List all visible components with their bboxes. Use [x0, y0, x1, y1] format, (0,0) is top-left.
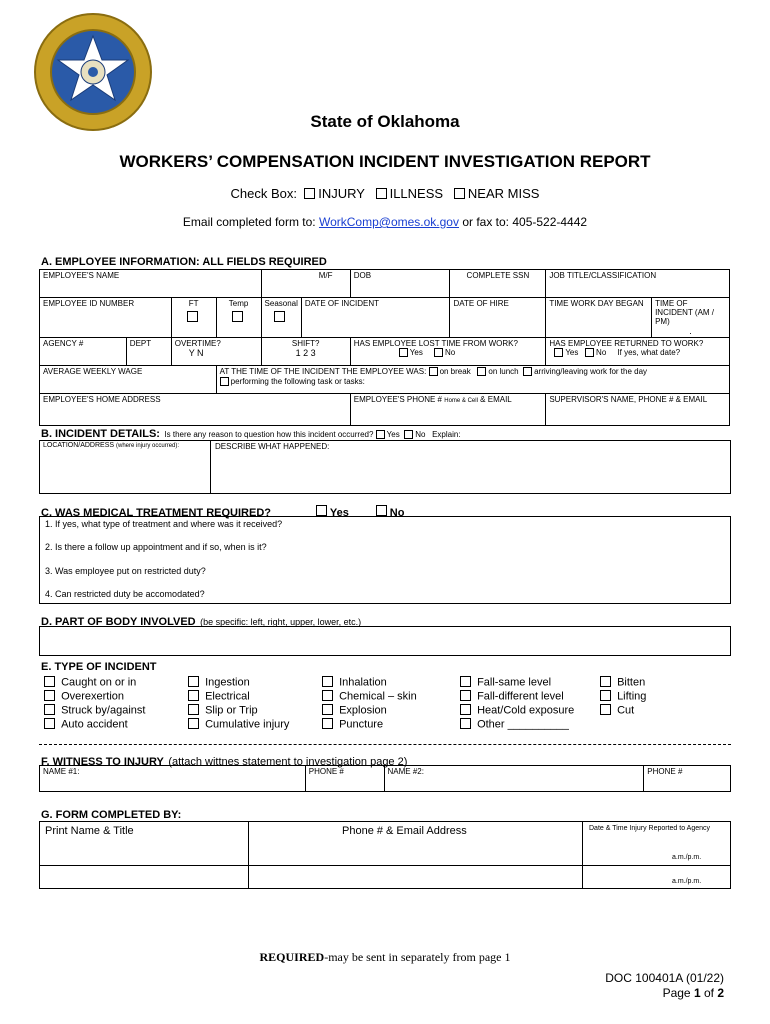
- lost-time-no-checkbox[interactable]: [434, 348, 443, 357]
- employee-name-field[interactable]: EMPLOYEE'S NAME: [40, 270, 262, 298]
- injury-checkbox[interactable]: [304, 188, 315, 199]
- explosion-checkbox[interactable]: [322, 704, 333, 715]
- agency-field[interactable]: AGENCY #: [40, 338, 127, 366]
- section-c-header: C. WAS MEDICAL TREATMENT REQUIRED? Yes No: [41, 507, 405, 519]
- overtime-field[interactable]: OVERTIME? Y N: [171, 338, 261, 366]
- phone-email-label[interactable]: Phone # & Email Address: [342, 825, 467, 837]
- on-lunch-checkbox[interactable]: [477, 367, 486, 376]
- supervisor-field[interactable]: SUPERVISOR'S NAME, PHONE # & EMAIL: [546, 394, 730, 426]
- arriving-leaving-checkbox[interactable]: [523, 367, 532, 376]
- medical-questions-box: [39, 516, 731, 604]
- section-f-header: F. WITNESS TO INJURY (attach wittnes statement to investigation page 2): [41, 756, 408, 768]
- medical-no-checkbox[interactable]: [376, 505, 387, 516]
- question-2[interactable]: 2. Is there a follow up appointment and if so, when is it?: [45, 542, 267, 552]
- other-checkbox[interactable]: [460, 718, 471, 729]
- bitten-checkbox[interactable]: [600, 676, 611, 687]
- temp-checkbox[interactable]: [232, 311, 243, 322]
- describe-what-happened-field[interactable]: DESCRIBE WHAT HAPPENED:: [210, 440, 731, 494]
- witness-phone-2-field[interactable]: PHONE #: [644, 766, 731, 792]
- ingestion-checkbox[interactable]: [188, 676, 199, 687]
- electrical-checkbox[interactable]: [188, 690, 199, 701]
- section-c-title: C. WAS MEDICAL TREATMENT REQUIRED?: [41, 507, 271, 519]
- mf-field[interactable]: M/F: [261, 270, 350, 298]
- page-number: Page 1 of 2: [662, 986, 724, 1000]
- location-address-field[interactable]: LOCATION/ADDRESS (where injury occurred):: [39, 440, 211, 494]
- employee-info-table: [39, 269, 730, 426]
- incident-type-col-4: Fall-same level Fall-different level Heat/Cold exposure Other __________: [460, 676, 574, 732]
- witness-phone-1-field[interactable]: PHONE #: [305, 766, 384, 792]
- state-title: State of Oklahoma: [310, 112, 460, 131]
- date-of-incident-field[interactable]: DATE OF INCIDENT: [301, 298, 450, 338]
- employee-phone-field[interactable]: EMPLOYEE'S PHONE # Home & Cell & EMAIL: [350, 394, 546, 426]
- incident-type-list: [39, 674, 731, 745]
- slip-trip-checkbox[interactable]: [188, 704, 199, 715]
- seasonal-checkbox[interactable]: [274, 311, 285, 322]
- email-prefix: Email completed form to:: [182, 215, 316, 229]
- ampm-1: a.m./p.m.: [672, 854, 702, 861]
- temp-field[interactable]: Temp: [216, 298, 261, 338]
- illness-label: ILLNESS: [389, 186, 444, 201]
- question-1[interactable]: 1. If yes, what type of treatment and where was it received?: [45, 519, 283, 529]
- incident-type-col-1: Caught on or in Overexertion Struck by/against Auto accident: [44, 676, 145, 732]
- returned-to-work-field[interactable]: HAS EMPLOYEE RETURNED TO WORK? Yes No If yes, what date?: [546, 338, 730, 366]
- required-note: REQUIRED-may be sent in separately from page 1: [259, 950, 511, 964]
- question-3[interactable]: 3. Was employee put on restricted duty?: [45, 566, 206, 576]
- shift-field[interactable]: SHIFT? 1 2 3: [261, 338, 350, 366]
- report-type-checkboxes: [0, 186, 770, 201]
- doc-id: DOC 100401A (01/22): [605, 971, 724, 985]
- date-of-hire-field[interactable]: DATE OF HIRE: [450, 298, 546, 338]
- witness-table: [39, 765, 731, 792]
- near-miss-checkbox[interactable]: [454, 188, 465, 199]
- witness-name-1-field[interactable]: NAME #1:: [40, 766, 306, 792]
- illness-checkbox[interactable]: [376, 188, 387, 199]
- dob-field[interactable]: DOB: [350, 270, 450, 298]
- completed-by-box: [39, 821, 731, 889]
- struck-checkbox[interactable]: [44, 704, 55, 715]
- employee-id-field[interactable]: EMPLOYEE ID NUMBER: [40, 298, 172, 338]
- check-box-label: Check Box:: [230, 186, 298, 201]
- incident-type-col-3: Inhalation Chemical – skin Explosion Puncture: [322, 676, 417, 732]
- auto-accident-checkbox[interactable]: [44, 718, 55, 729]
- fax-text: or fax to: 405-522-4442: [462, 215, 588, 229]
- seasonal-field[interactable]: Seasonal: [261, 298, 301, 338]
- cumulative-checkbox[interactable]: [188, 718, 199, 729]
- chemical-checkbox[interactable]: [322, 690, 333, 701]
- section-a-title: A. EMPLOYEE INFORMATION: ALL FIELDS REQUIRED: [41, 256, 327, 268]
- medical-yes-checkbox[interactable]: [316, 505, 327, 516]
- section-g-title: G. FORM COMPLETED BY:: [41, 809, 182, 821]
- section-f-title: F. WITNESS TO INJURY: [41, 756, 164, 768]
- ft-field[interactable]: FT: [171, 298, 216, 338]
- lost-time-field[interactable]: HAS EMPLOYEE LOST TIME FROM WORK? Yes No: [350, 338, 546, 366]
- puncture-checkbox[interactable]: [322, 718, 333, 729]
- question-no-checkbox[interactable]: [404, 430, 413, 439]
- at-time-of-incident-field[interactable]: AT THE TIME OF THE INCIDENT THE EMPLOYEE WAS: on break on lunch arriving/leaving work for the day performing the following task or tasks:: [216, 366, 729, 394]
- cut-checkbox[interactable]: [600, 704, 611, 715]
- incident-type-col-5: Bitten Lifting Cut: [600, 676, 646, 718]
- section-e-title: E. TYPE OF INCIDENT: [41, 661, 157, 673]
- caught-checkbox[interactable]: [44, 676, 55, 687]
- report-title: WORKERS’ COMPENSATION INCIDENT INVESTIGATION REPORT: [119, 152, 651, 171]
- on-break-checkbox[interactable]: [429, 367, 438, 376]
- inhalation-checkbox[interactable]: [322, 676, 333, 687]
- fall-same-checkbox[interactable]: [460, 676, 471, 687]
- question-4[interactable]: 4. Can restricted duty be accomodated?: [45, 589, 205, 599]
- job-title-field[interactable]: JOB TITLE/CLASSIFICATION: [546, 270, 730, 298]
- print-name-label[interactable]: Print Name & Title: [45, 825, 134, 837]
- section-d-title: D. PART OF BODY INVOLVED: [41, 616, 196, 628]
- performing-task-checkbox[interactable]: [220, 377, 229, 386]
- home-address-field[interactable]: EMPLOYEE'S HOME ADDRESS: [40, 394, 351, 426]
- time-work-began-field[interactable]: TIME WORK DAY BEGAN: [546, 298, 652, 338]
- lost-time-yes-checkbox[interactable]: [399, 348, 408, 357]
- ft-checkbox[interactable]: [187, 311, 198, 322]
- section-b-header: B. INCIDENT DETAILS: Is there any reason to question how this incident occurred? Yes No Explain:: [41, 428, 461, 440]
- date-time-label[interactable]: Date & Time Injury Reported to Agency: [589, 825, 711, 832]
- incident-type-col-2: Ingestion Electrical Slip or Trip Cumulative injury: [188, 676, 289, 732]
- ampm-2: a.m./p.m.: [672, 878, 702, 885]
- witness-name-2-field[interactable]: NAME #2:: [384, 766, 644, 792]
- injury-label: INJURY: [318, 186, 365, 201]
- returned-no-checkbox[interactable]: [585, 348, 594, 357]
- overexertion-checkbox[interactable]: [44, 690, 55, 701]
- ssn-field[interactable]: COMPLETE SSN: [450, 270, 546, 298]
- time-of-incident-field[interactable]: TIME OF INCIDENT (AM / PM) .: [652, 298, 730, 338]
- heat-cold-checkbox[interactable]: [460, 704, 471, 715]
- body-part-field[interactable]: [39, 626, 731, 656]
- lifting-checkbox[interactable]: [600, 690, 611, 701]
- section-d-header: D. PART OF BODY INVOLVED (be specific: left, right, upper, lower, etc.): [41, 616, 362, 628]
- returned-yes-checkbox[interactable]: [554, 348, 563, 357]
- avg-weekly-wage-field[interactable]: AVERAGE WEEKLY WAGE: [40, 366, 217, 394]
- fall-different-checkbox[interactable]: [460, 690, 471, 701]
- section-b-title: B. INCIDENT DETAILS:: [41, 428, 160, 440]
- near-miss-label: NEAR MISS: [467, 186, 540, 201]
- dept-field[interactable]: DEPT: [126, 338, 171, 366]
- email-link[interactable]: WorkComp@omes.ok.gov: [318, 215, 459, 229]
- submission-instructions: [0, 215, 770, 229]
- question-yes-checkbox[interactable]: [376, 430, 385, 439]
